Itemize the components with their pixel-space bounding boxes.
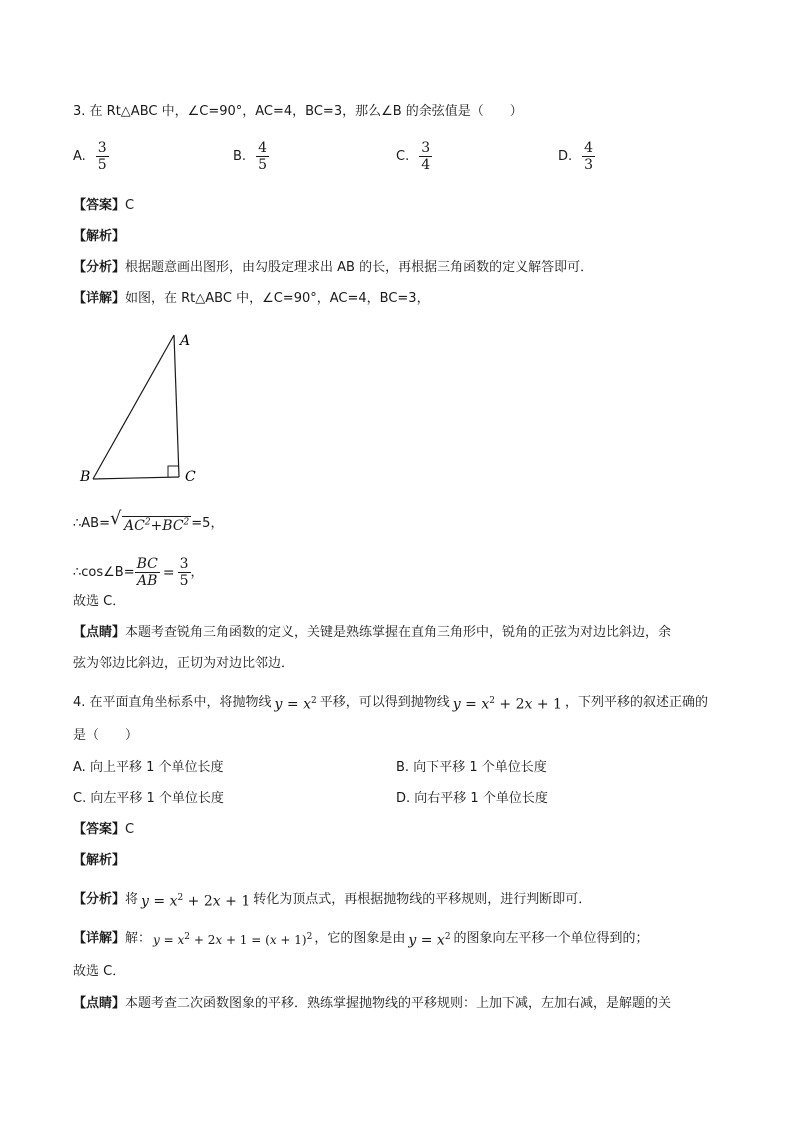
- triangle-figure: [76, 325, 206, 490]
- q4-option-b-label: B.: [396, 760, 410, 775]
- step1-prefix: ∴AB=: [73, 516, 110, 532]
- question-3-stem: 3. 在 Rt△ABC 中，∠C=90°，AC=4，BC=3，那么∠B 的余弦值是（ ）: [73, 104, 523, 119]
- option-b-label: B.: [233, 149, 247, 164]
- step1-suffix: =5，: [191, 516, 224, 532]
- step2-den2: 5: [179, 573, 189, 589]
- question-4-stem-cont: 是（ ）: [73, 728, 139, 743]
- question-4-stem: [73, 692, 708, 714]
- option-d-fraction: [582, 140, 595, 173]
- option-b: [233, 140, 269, 173]
- q4-option-c-text: 向左平移 1 个单位长度: [90, 791, 224, 806]
- radical-sign: √: [109, 508, 122, 529]
- q3-xiangjie: [73, 290, 430, 308]
- option-c-num: 3: [421, 140, 431, 156]
- base-parabola-formula: $y = x^2$: [408, 932, 451, 949]
- q3-dianjing: [73, 624, 671, 642]
- option-c-label: C.: [396, 149, 410, 164]
- q4-option-c-label: C.: [73, 791, 87, 806]
- option-a: [73, 140, 109, 173]
- fenxi-text: 根据题意画出图形，由勾股定理求出 AB 的长，再根据三角函数的定义解答即可．: [125, 260, 594, 275]
- answer-tag: 【答案】: [73, 822, 126, 837]
- step2-num: BC: [136, 556, 158, 572]
- side-ab: [93, 335, 174, 479]
- option-c-fraction: [419, 140, 432, 173]
- option-d-num: 4: [584, 140, 594, 156]
- answer-tag: 【答案】: [73, 198, 126, 213]
- step2-den: AB: [137, 573, 158, 589]
- step2-num2: 3: [179, 556, 189, 572]
- step2-prefix: ∴cos∠B=: [73, 564, 135, 580]
- option-d-label: D.: [558, 149, 573, 164]
- option-a-num: 3: [97, 140, 107, 156]
- step2-fraction-1: [135, 556, 160, 589]
- q4-text-a: 4. 在平面直角坐标系中，将抛物线: [73, 694, 272, 710]
- fenxi-text-b: 转化为顶点式，再根据抛物线的平移规则，进行判断即可．: [253, 891, 592, 907]
- q4-text-b: 平移，可以得到抛物线: [319, 694, 450, 710]
- side-ac: [174, 335, 179, 477]
- radicand: $AC^2+BC^2$: [123, 517, 190, 534]
- option-a-den: 5: [97, 157, 107, 173]
- parabola-1: $y = x^2$: [274, 696, 317, 713]
- q4-option-d: [396, 790, 548, 808]
- q4-analysis: [73, 852, 125, 870]
- option-c-den: 4: [421, 157, 431, 173]
- sqrt-expression: [109, 508, 191, 536]
- radicand-term-2: BC: [162, 517, 184, 534]
- option-b-den: 5: [258, 157, 267, 173]
- dianjing-text: 本题考查二次函数图象的平移．熟练掌握抛物线的平移规则：上加下减，左加右减，是解题的关: [125, 996, 672, 1011]
- q4-choose: 故选 C．: [73, 964, 126, 979]
- q4-option-a-label: A.: [73, 760, 86, 775]
- dianjing-text-1: 本题考查锐角三角函数的定义，关键是熟练掌握在直角三角形中，锐角的正弦为对边比斜边，余: [125, 625, 672, 640]
- option-b-num: 4: [258, 140, 267, 156]
- analysis-tag: 【解析】: [73, 853, 126, 868]
- q4-option-c: [73, 790, 224, 808]
- right-angle-mark: [168, 466, 179, 477]
- parabola-2: $y = x^2 + 2x + 1$: [452, 696, 562, 713]
- q4-option-b: [396, 759, 547, 777]
- q4-xiangjie: [73, 928, 649, 950]
- fenxi-tag: 【分析】: [73, 891, 126, 907]
- option-b-fraction: [256, 140, 269, 173]
- vertex-a-label: A: [180, 333, 191, 349]
- q4-option-d-label: D.: [396, 791, 411, 806]
- q4-dianjing: [73, 995, 671, 1013]
- equals-sign: =: [162, 564, 175, 581]
- vertex-c-label: C: [185, 469, 196, 485]
- xiangjie-text-b: ，它的图象是由: [314, 930, 406, 946]
- step2-fraction-2: [178, 556, 191, 589]
- q3-choose: 故选 C．: [73, 594, 126, 609]
- option-a-label: A.: [73, 149, 86, 164]
- radicand-term-1: AC: [123, 517, 145, 534]
- q3-answer: [73, 197, 134, 215]
- step2-suffix: ，: [190, 564, 204, 580]
- q3-step-2: [73, 556, 204, 589]
- xiangjie-tag: 【详解】: [73, 930, 126, 946]
- q4-answer: [73, 821, 134, 839]
- xiangjie-tag: 【详解】: [73, 291, 126, 306]
- fenxi-formula: $y = x^2 + 2x + 1$: [141, 893, 251, 910]
- option-d-den: 3: [584, 157, 594, 173]
- q4-option-d-text: 向右平移 1 个单位长度: [414, 791, 548, 806]
- dianjing-tag: 【点睛】: [73, 996, 126, 1011]
- option-c: [396, 140, 432, 173]
- xiangjie-text: 如图，在 Rt△ABC 中，∠C=90°，AC=4，BC=3，: [125, 291, 430, 306]
- xiangjie-text-c: 的图象向左平移一个单位得到的；: [453, 930, 649, 946]
- q4-option-a: [73, 759, 223, 777]
- q4-option-a-text: 向上平移 1 个单位长度: [89, 760, 224, 775]
- answer-value: C: [125, 822, 135, 837]
- side-bc: [93, 477, 179, 479]
- q3-dianjing-cont: 弦为邻边比斜边，正切为对边比邻边．: [73, 656, 295, 671]
- fenxi-tag: 【分析】: [73, 260, 126, 275]
- dianjing-tag: 【点睛】: [73, 625, 126, 640]
- answer-value: C: [125, 198, 135, 213]
- option-d: [558, 140, 595, 173]
- fenxi-text-a: 将: [125, 891, 139, 907]
- q3-step-1: [73, 508, 224, 536]
- vertex-form-formula: $y = x^2 + 2x + 1 = (x + 1)^2$: [153, 932, 313, 948]
- xiangjie-text-a: 解：: [125, 930, 152, 946]
- q4-fenxi: [73, 889, 591, 911]
- q3-fenxi: [73, 259, 593, 277]
- option-a-fraction: [96, 140, 109, 173]
- q4-text-c: ，下列平移的叙述正确的: [564, 694, 708, 710]
- vertex-b-label: B: [80, 469, 91, 485]
- q3-analysis: [73, 228, 125, 246]
- q4-option-b-text: 向下平移 1 个单位长度: [413, 760, 547, 775]
- analysis-tag: 【解析】: [73, 229, 126, 244]
